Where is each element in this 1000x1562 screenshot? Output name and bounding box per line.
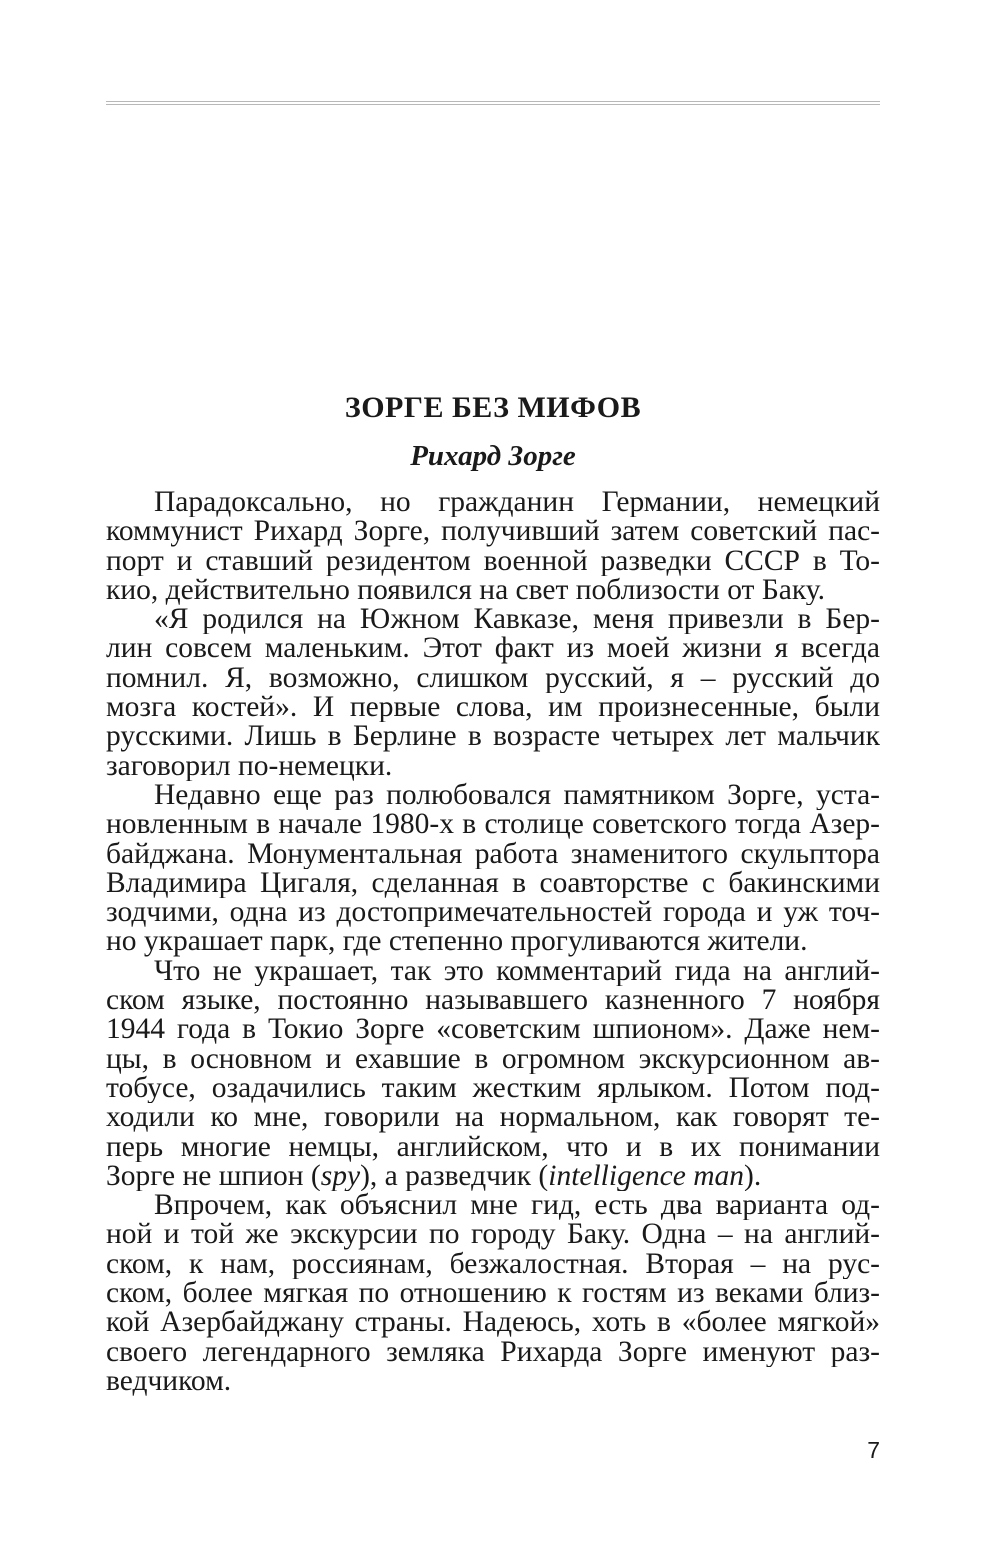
text-line: лин совсем маленьким. Этот факт из моей жизни я всегда [106, 634, 880, 664]
text-line: новленным в начале 1980-х в столице советского тогда Азер- [106, 810, 880, 840]
text-line: кио, действительно появился на свет поблизости от Баку. [106, 575, 825, 606]
text-line: зодчими, одна из достопримечательностей города и уж точ- [106, 898, 880, 928]
paragraph-1 [106, 488, 880, 605]
text-line: перь многие немцы, английском, что и в их понимании [106, 1132, 880, 1162]
text-line: ском языке, постоянно называвшего казненного 7 ноября [106, 986, 880, 1016]
text-line [106, 1162, 880, 1191]
italic-term-intelligence-man: intelligence man [548, 1161, 745, 1192]
text-line: Парадоксально, но гражданин Германии, немецкий [154, 488, 880, 518]
text-line: байджана. Монументальная работа знаменитого скульптора [106, 839, 880, 869]
text-line: помнил. Я, возможно, слишком русский, я – русский до [106, 663, 880, 694]
text-line: ведчиком. [106, 1366, 232, 1397]
text-line: ной и той же экскурсии по городу Баку. Одна – на англий- [106, 1220, 880, 1250]
page-number: 7 [867, 1437, 880, 1463]
text-line: Впрочем, как объяснил мне гид, есть два варианта од- [154, 1191, 880, 1221]
text-line: тобусе, озадачились таким жестким ярлыком. Потом под- [106, 1073, 880, 1104]
text-line: ходили ко мне, говорили на нормальном, как говорят те- [106, 1103, 880, 1133]
italic-term-spy: spy [320, 1161, 361, 1192]
text-line: 1944 года в Токио Зорге «советским шпионом». Даже нем- [106, 1015, 880, 1045]
chapter-heading [106, 388, 880, 476]
text-line: порт и ставший резидентом военной разведки СССР в То- [106, 546, 880, 576]
text-line: но украшает парк, где степенно прогуливаются жители. [106, 927, 808, 957]
body-text [106, 488, 880, 1396]
text-line: кой Азербайджану страны. Надеюсь, хоть в «более мягкой» [106, 1308, 880, 1338]
text-line: мозга костей». И первые слова, им произнесенные, были [106, 693, 880, 723]
text-line: коммунист Рихард Зорге, получивший затем советский пас- [106, 517, 880, 547]
paragraph-2 [106, 605, 880, 781]
chapter-title: ЗОРГЕ БЕЗ МИФОВ [344, 391, 642, 424]
text-line: цы, в основном и ехавшие в огромном экскурсионном ав- [106, 1044, 880, 1074]
header-rule-line-top [106, 101, 880, 102]
chapter-subtitle: Рихард Зорге [410, 440, 576, 472]
text-line: своего легендарного земляка Рихарда Зорге именуют раз- [106, 1337, 880, 1367]
text-line: Владимира Цигаля, сделанная в соавторстве с бакинскими [106, 868, 880, 899]
text-line: ском, более мягкая по отношению к гостям из веками близ- [106, 1279, 880, 1309]
paragraph-4 [106, 957, 880, 1191]
paragraph-3 [106, 781, 880, 957]
text-line: ском, к нам, россиянам, безжалостная. Вторая – на рус- [106, 1249, 880, 1280]
header-rule [106, 101, 880, 105]
text-line: Что не украшает, так это комментарий гида на англий- [154, 956, 880, 987]
text-fragment: Зорге не шпион ( [106, 1161, 321, 1192]
text-line: Недавно еще раз полюбовался памятником Зорге, уста- [154, 780, 880, 811]
header-rule-line-bottom [106, 104, 880, 105]
paragraph-5 [106, 1191, 880, 1396]
text-line: русскими. Лишь в Берлине в возрасте четырех лет мальчик [106, 722, 880, 752]
text-line: заговорил по-немецки. [106, 751, 393, 781]
text-fragment: ), а разведчик ( [360, 1161, 549, 1192]
text-fragment: ). [744, 1161, 762, 1192]
text-line: «Я родился на Южном Кавказе, меня привезли в Бер- [154, 605, 880, 635]
